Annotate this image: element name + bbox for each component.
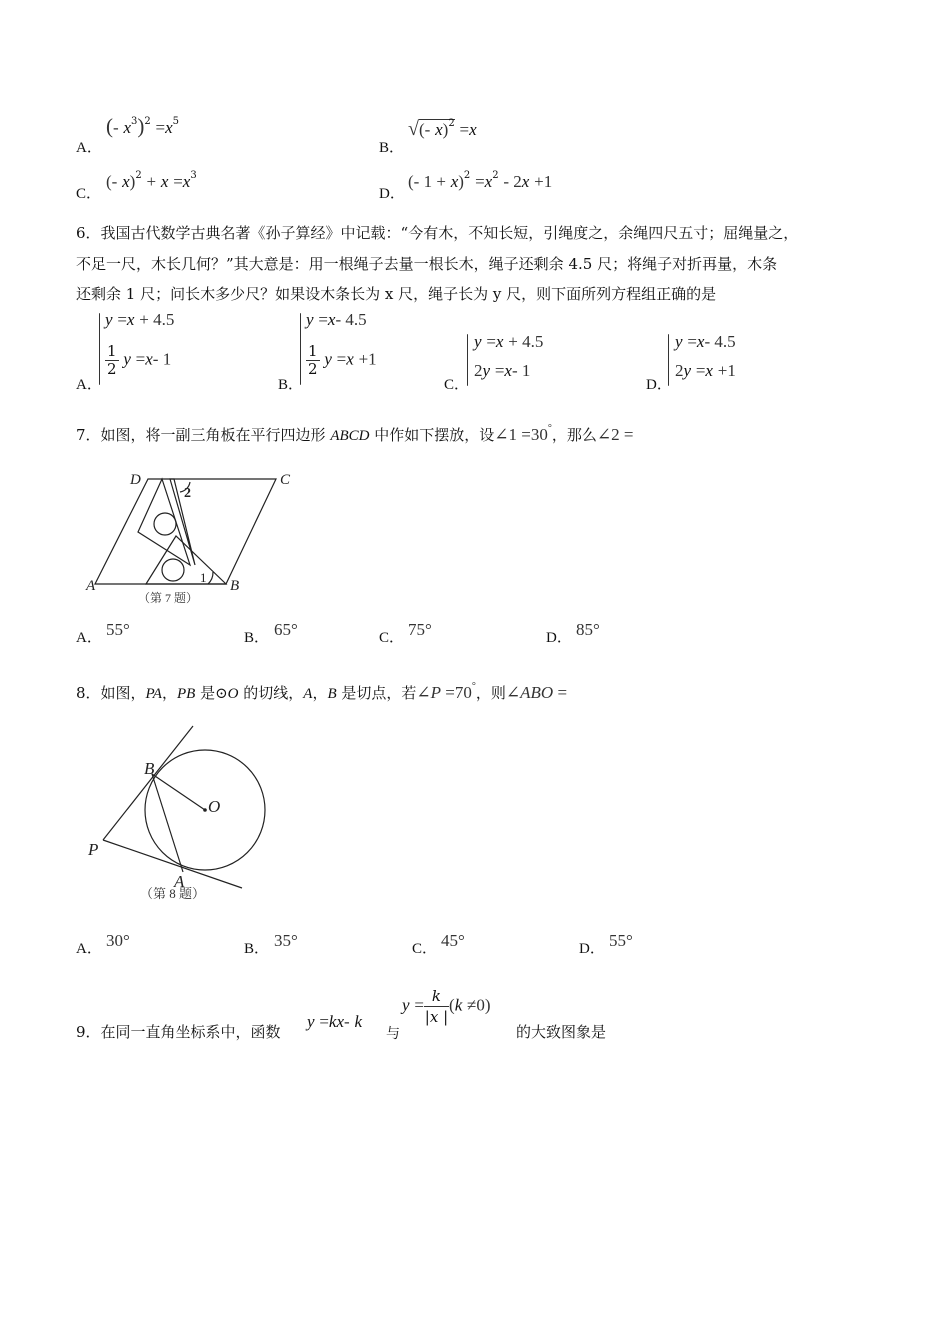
q8-o: O — [227, 686, 239, 702]
q5-option-a-formula: (- $x^3)^2 =x^5$ — [106, 114, 180, 138]
q7-option-c-value: 75° — [408, 620, 432, 639]
q7-text-pre: 7．如图，将一副三角板在平行四边形 — [76, 426, 331, 444]
q8-option-d-label: D． — [579, 941, 605, 957]
q6-option-a-label: A． — [76, 377, 102, 393]
q6-line-3: 还剩余 1 尺；问长木多少尺？如果设木条长为 x 尺，绳子长为 y 尺，则下面所列方程组正确的是 — [76, 285, 717, 303]
q5-option-c-label: C． — [76, 186, 102, 202]
q8-option-a-label: A． — [76, 941, 102, 957]
q8-caption: （第 8 题） — [140, 886, 206, 901]
q6-option-c-brace — [467, 334, 468, 386]
tangent-pa — [103, 840, 242, 888]
q9-function-1: y =kx- k — [307, 1012, 363, 1031]
q6-option-b-brace — [300, 313, 301, 385]
q6-option-d-eq2: 2y =x +1 — [675, 361, 736, 380]
q8-text-2: 是⊙ — [195, 684, 228, 702]
q8-option-c-value: 45° — [441, 931, 465, 950]
q6-option-b-eq1: y =x- 4.5 — [306, 310, 367, 329]
q6-option-c-eq2: 2y =x- 1 — [474, 361, 531, 380]
q8-comma: ， — [161, 684, 177, 702]
q8-point-p: P — [88, 840, 99, 859]
q6-option-c-eq1: y =x + 4.5 — [474, 332, 544, 351]
q8-pb: PB — [176, 686, 196, 702]
q7-abcd: ABCD — [330, 428, 370, 444]
tangent-pb — [103, 726, 193, 840]
q7-option-a-value: 55° — [106, 620, 130, 639]
radius-ob — [152, 774, 205, 810]
q7-figure — [80, 462, 310, 607]
q6-option-d-brace — [668, 334, 669, 386]
q5-option-a-label: A． — [76, 140, 102, 156]
q7-option-b-label: B． — [244, 630, 270, 646]
q8-text-3: 的切线， — [238, 684, 304, 702]
q5-option-d-formula: (- $1 + x)^2 =x^2 - 2x +1$ — [408, 170, 553, 191]
q7-text-post: ，那么 — [551, 426, 597, 444]
q8-point-a: A — [174, 872, 185, 891]
q8-stem — [76, 672, 567, 709]
q7-point-a: A — [86, 578, 96, 594]
q9-text-2: 与 — [386, 1026, 400, 1042]
q8-option-a-value: 30° — [106, 931, 130, 950]
q6-line-2: 不足一尺，木长几何？”其大意是：用一根绳子去量一根长木，绳子还剩余 4.5 尺；将绳子对折再量，木条 — [76, 255, 778, 273]
q6-option-d-label: D． — [646, 377, 672, 393]
q5-option-b-label: B． — [379, 140, 405, 156]
q6-option-a-brace — [99, 313, 100, 385]
q8-angle-p-formula: ∠P =70° — [416, 681, 476, 702]
q5-option-d-label: D． — [379, 186, 405, 202]
q7-stem — [76, 414, 633, 451]
set-square-lower-hole — [162, 559, 184, 581]
q7-option-d-value: 85° — [576, 620, 600, 639]
q8-figure — [80, 718, 280, 908]
q7-point-d: D — [130, 472, 141, 488]
q8-option-d-value: 55° — [609, 931, 633, 950]
q8-angle-abo-formula: ∠ABO = — [505, 683, 568, 702]
q5-option-c-formula: (- $x)^2 + x =x^3$ — [106, 170, 197, 191]
q7-caption: （第 7 题） — [138, 591, 199, 605]
q8-text-4: 是切点，若 — [336, 684, 417, 702]
q8-b: B — [327, 686, 337, 702]
q9-function-2: y = $\frac{k}{|x |}$ (k ≠0) — [402, 987, 491, 1026]
q7-point-c: C — [280, 472, 291, 488]
q6-option-a-eq2: $\frac{1}{2}$ y =x- 1 — [107, 342, 172, 378]
q8-option-c-label: C． — [412, 941, 438, 957]
q7-angle2-formula: ∠2 = — [596, 425, 634, 444]
q7-text-mid: 中作如下摆放，设 — [369, 426, 495, 444]
q9-text-1: 9．在同一直角坐标系中，函数 — [76, 1023, 281, 1041]
q7-angle-1-label: 1 — [200, 570, 207, 585]
q7-option-d-label: D． — [546, 630, 572, 646]
q8-point-b: B — [144, 759, 155, 778]
q7-option-b-value: 65° — [274, 620, 298, 639]
q6-option-a-eq1: y =x + 4.5 — [105, 310, 175, 329]
q8-a: A — [303, 686, 313, 702]
q6-option-c-label: C． — [444, 377, 470, 393]
angle-1-arc — [208, 572, 213, 584]
q8-pa: PA — [145, 686, 162, 702]
q8-comma-2: ， — [312, 684, 328, 702]
set-square-upper-hole — [154, 513, 176, 535]
q8-option-b-value: 35° — [274, 931, 298, 950]
q8-option-b-label: B． — [244, 941, 270, 957]
q8-point-o: O — [208, 797, 221, 816]
q6-line-1: 6．我国古代数学古典名著《孙子算经》中记载：“今有木，不知长短，引绳度之，余绳四尺五寸；屈绳量之， — [76, 224, 799, 242]
q8-text-1: 8．如图， — [76, 684, 146, 702]
q5-option-b-formula: √(- x)$^2$ =x — [408, 118, 477, 140]
q7-option-c-label: C． — [379, 630, 405, 646]
center-o-dot — [203, 808, 207, 812]
q7-angle1-formula: ∠1 =30° — [494, 423, 552, 444]
q6-option-b-eq2: $\frac{1}{2}$ y =x +1 — [308, 342, 377, 378]
q6-option-b-label: B． — [278, 377, 304, 393]
q8-text-5: ，则 — [475, 684, 506, 702]
set-square-lower — [146, 536, 226, 584]
q7-option-a-label: A． — [76, 630, 102, 646]
q7-angle-2-label: 2 — [184, 486, 191, 501]
q6-option-d-eq1: y =x- 4.5 — [675, 332, 736, 351]
q7-point-b: B — [230, 578, 240, 594]
q9-text-3: 的大致图象是 — [516, 1023, 607, 1041]
